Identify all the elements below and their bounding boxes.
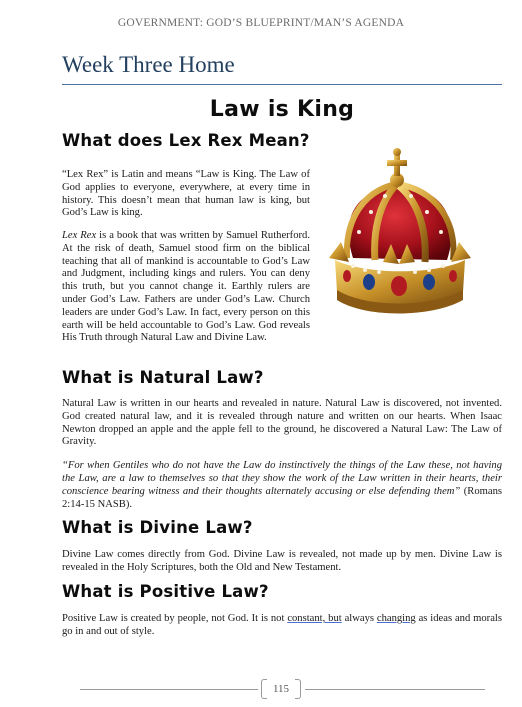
- paragraph-divine-law: Divine Law comes directly from God. Divine Law is revealed, not made up by men. Divine Law is revealed in the Holy Scriptures, both the Old and New Testament.: [62, 549, 502, 573]
- positive-law-text-a: Positive Law is created by people, not God. It is not: [62, 613, 288, 624]
- footer-rule-left: [80, 689, 258, 690]
- paragraph-positive-law: [62, 613, 502, 639]
- paragraph-natural-law: Natural Law is written in our hearts and revealed in nature. Natural Law is discovered, not invented. God created natural law, and it is revealed through nature and written on our hearts. When Isaac Newton dropped an apple and the apple fell to the ground, he discovered a Natural Law: The Law of Gravity.: [62, 398, 502, 448]
- footer-rule-right: [305, 689, 485, 690]
- week-title: Week Three Home: [62, 52, 235, 77]
- heading-divine-law: What is Divine Law?: [62, 518, 253, 537]
- crown-image: [323, 140, 477, 332]
- heading-lex-rex: What does Lex Rex Mean?: [62, 131, 310, 150]
- title-divider: [62, 84, 502, 85]
- page-number: 115: [261, 679, 301, 699]
- running-header: GOVERNMENT: GOD’S BLUEPRINT/MAN’S AGENDA: [117, 17, 405, 29]
- paragraph-romans-quote: [62, 460, 502, 512]
- scripture-reference: (Romans 2:14-15 NASB).: [62, 485, 502, 510]
- paragraph-lex-rex-book-text: is a book that was written by Samuel Rutherford. At the risk of death, Samuel stood firm on the biblical teaching that all of mankind is accountable to God’s Law and Judgment, including kings and rulers. You can deny this truth, but you cannot change it. Earthly rulers are under God’s Law. Fathers are under God’s Law. Church leaders are under God’s Law. In fact, every person on this earth will be held accountable to God’s Law. God reveals His Truth through Natural Law and Divine Law.: [62, 230, 310, 344]
- paragraph-lex-rex-meaning: “Lex Rex” is Latin and means “Law is King. The Law of God applies to everyone, everywhere, at every time in history. This doesn’t mean that human law is king, but God’s Law is king.: [62, 169, 310, 219]
- positive-law-text-c: as ideas and morals go in and out of style.: [62, 613, 502, 637]
- page-title: Law is King: [209, 97, 355, 122]
- flagged-text-changing: changing: [376, 613, 416, 624]
- scripture-quote: “For when Gentiles who do not have the Law do instinctively the things of the Law these, not having the Law, are a law to themselves so that they show the work of the Law written in their hearts, their conscience bearing witness and their thoughts alternately accusing or else defending them”: [62, 460, 502, 497]
- flagged-text-constant: constant, but: [287, 613, 342, 624]
- heading-natural-law: What is Natural Law?: [62, 368, 264, 387]
- positive-law-text-b: always: [341, 613, 377, 624]
- paragraph-lex-rex-book: [62, 230, 310, 345]
- book-title: Lex Rex: [62, 230, 97, 241]
- heading-positive-law: What is Positive Law?: [62, 582, 269, 601]
